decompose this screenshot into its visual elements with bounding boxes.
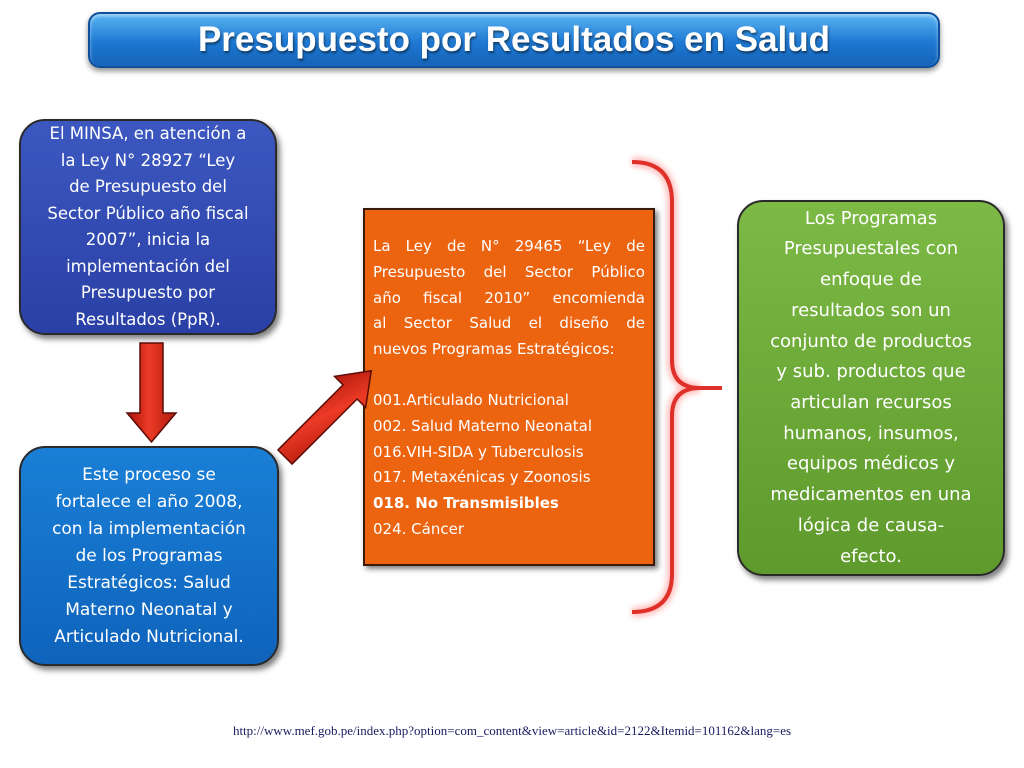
minsa-line: 2007”, inicia la — [85, 230, 211, 249]
proceso-line: Articulado Nutricional. — [54, 626, 244, 647]
minsa-line: Resultados (PpR). — [75, 309, 221, 329]
proceso-line: Materno Neonatal y — [65, 599, 233, 620]
programas-line: Presupuestales con — [783, 238, 959, 260]
programas-line: humanos, insumos, — [783, 422, 959, 444]
program-item: 024. Cáncer — [373, 519, 464, 538]
minsa-line: implementación del — [66, 256, 230, 276]
programas-line: conjunto de productos — [770, 330, 972, 352]
ley-intro-line: Presupuesto del Sector Público — [373, 262, 645, 281]
programas-line: enfoque de — [820, 269, 922, 291]
programas-line: equipos médicos y — [786, 453, 956, 475]
proceso-line: de los Programas — [75, 545, 223, 566]
programas-line: efecto. — [840, 545, 902, 567]
diagonal-arrow-icon — [269, 355, 386, 472]
program-item-highlight: 018. No Transmisibles — [373, 494, 559, 513]
right-brace-icon — [632, 162, 722, 612]
program-item: 002. Salud Materno Neonatal — [373, 416, 593, 435]
programas-line: articulan recursos — [790, 392, 952, 413]
minsa-line: Presupuesto por — [80, 283, 216, 302]
program-item: 016.VIH-SIDA y Tuberculosis — [373, 442, 584, 461]
program-item: 001.Articulado Nutricional — [373, 390, 569, 409]
minsa-line: la Ley N° 28927 “Ley — [60, 150, 236, 170]
ley-intro-line: nuevos Programas Estratégicos: — [373, 340, 615, 359]
minsa-line: El MINSA, en atención a — [49, 124, 247, 143]
program-item: 017. Metaxénicas y Zoonosis — [373, 468, 591, 487]
programas-line: medicamentos en una — [770, 484, 972, 506]
programas-line: y sub. productos que — [776, 361, 966, 383]
proceso-line: con la implementación — [52, 518, 246, 539]
down-arrow-icon — [127, 343, 176, 442]
proceso-line: Este proceso se — [82, 464, 216, 485]
proceso-line: fortalece el año 2008, — [55, 491, 243, 512]
proceso-line: Estratégicos: Salud — [67, 572, 231, 593]
minsa-line: de Presupuesto del — [69, 177, 227, 196]
programas-line: lógica de causa- — [797, 514, 945, 536]
programas-line: Los Programas — [804, 207, 938, 229]
minsa-line: Sector Público año fiscal — [47, 203, 249, 223]
page-title: Presupuesto por Resultados en Salud — [197, 20, 831, 59]
ley-intro-line: La Ley de N° 29465 “Ley de — [373, 237, 645, 255]
ley-intro-line: año fiscal 2010” encomienda — [373, 288, 645, 307]
source-link[interactable]: http://www.mef.gob.pe/index.php?option=com_content&view=article&id=2122&Itemid=101162&lang=es — [232, 723, 792, 738]
programas-line: resultados son un — [791, 299, 951, 321]
ley-intro-line: al Sector Salud el diseño de — [373, 314, 645, 333]
